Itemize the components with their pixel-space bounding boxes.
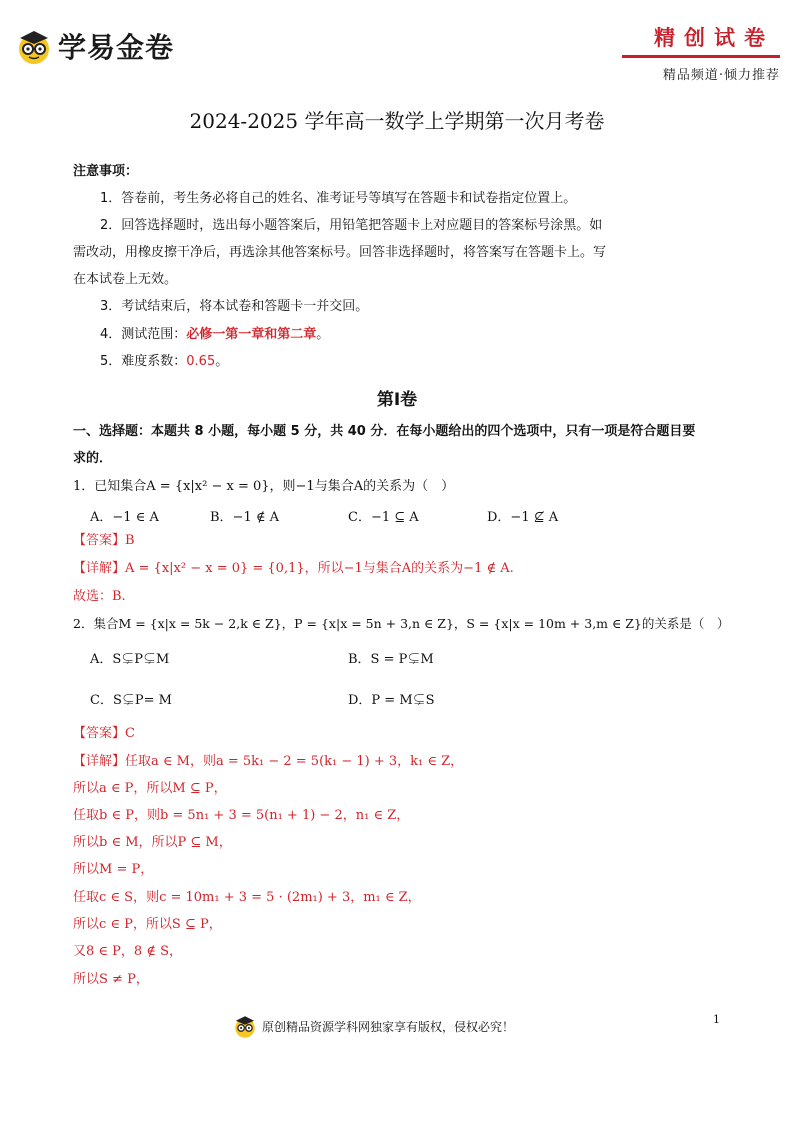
question-2-detail-line: 所以b ∈ M，所以P ⊆ M，	[73, 835, 232, 850]
question-2-option-a: A．S⊊P⊊M	[90, 652, 170, 667]
page-title: 2024-2025 学年高一数学上学期第一次月考卷	[189, 109, 605, 133]
part1-instruction-line-1: 一、选择题：本题共 8 小题，每小题 5 分，共 40 分．在每小题给出的四个选项中，只有一项是符合题目要	[73, 424, 696, 439]
brand-block	[622, 22, 780, 83]
notice-item-1: 1．答卷前，考生务必将自己的姓名、准考证号等填写在答题卡和试卷指定位置上。	[100, 191, 577, 206]
question-1-detail: 【详解】A = {x|x² − x = 0} = {0,1}，所以−1与集合A的关系为−1 ∉ A.	[73, 561, 514, 576]
question-2-option-b: B．S = P⊊M	[348, 652, 434, 667]
notice-item-5-suffix: 。	[215, 354, 229, 369]
question-2-detail-line: 所以S ≠ P，	[73, 972, 149, 987]
question-2-detail-line: 任取b ∈ P，则b = 5n₁ + 3 = 5(n₁ + 1) − 2，n₁ ∈ Z，	[73, 808, 410, 823]
question-2-detail-line: 所以M = P，	[73, 862, 154, 877]
question-1-option-b: B．−1 ∉ A	[210, 510, 279, 525]
test-scope: 必修一第一章和第二章	[186, 327, 317, 342]
logo-text: 学易金卷	[58, 31, 175, 64]
question-2-detail-line: 所以c ∈ P，所以S ⊆ P，	[73, 917, 222, 932]
logo	[14, 26, 174, 66]
question-1-answer: 【答案】B	[73, 533, 135, 548]
section-title: 第Ⅰ卷	[376, 390, 418, 410]
question-1-option-c: C．−1 ⊆ A	[348, 510, 419, 525]
notice-item-4	[100, 327, 329, 343]
question-2-detail-line: 【详解】任取a ∈ M，则a = 5k₁ − 2 = 5(k₁ − 1) + 3，k₁ ∈ Z，	[73, 754, 464, 769]
notice-heading: 注意事项：	[73, 164, 139, 179]
notice-item-2-line-1: 2．回答选择题时，选出每小题答案后，用铅笔把答题卡上对应题目的答案标号涂黑。如	[100, 218, 603, 233]
question-2-option-d: D．P = M⊊S	[348, 693, 435, 708]
question-1-conclusion: 故选：B.	[73, 589, 126, 604]
footer	[232, 1013, 514, 1039]
copyright-notice: 原创精品资源学科网独家享有版权，侵权必究！	[262, 1019, 515, 1034]
notice-item-4-prefix: 4．测试范围：	[100, 327, 187, 342]
brand-subtitle: 精品频道·倾力推荐	[662, 68, 780, 83]
question-2-stem: 2．集合M = {x|x = 5k − 2,k ∈ Z}，P = {x|x = 5n + 3,n ∈ Z}，S = {x|x = 10m + 3,m ∈ Z}的关系是（ ）	[73, 616, 730, 631]
question-2-detail-line: 所以a ∈ P，所以M ⊆ P，	[73, 781, 227, 796]
notice-item-5-prefix: 5．难度系数：	[100, 354, 187, 369]
notice-item-2-line-3: 在本试卷上无效。	[73, 272, 178, 287]
notice-item-5	[100, 354, 228, 370]
notice-item-4-suffix: 。	[316, 327, 330, 342]
notice-item-2-line-2: 需改动，用橡皮擦干净后，再选涂其他答案标号。回答非选择题时，将答案写在答题卡上。写	[73, 245, 607, 260]
brand-divider	[622, 55, 780, 58]
question-2-detail-line: 任取c ∈ S，则c = 10m₁ + 3 = 5 · (2m₁) + 3，m₁ ∈ Z，	[73, 890, 421, 905]
question-1-option-a: A．−1 ∈ A	[90, 510, 159, 525]
question-2-option-c: C．S⊊P= M	[90, 693, 172, 708]
brand-title: 精创试卷	[654, 26, 774, 50]
mascot-icon	[232, 1013, 258, 1039]
question-1-stem: 1．已知集合A = {x|x² − x = 0}，则−1与集合A的关系为（ ）	[73, 479, 455, 494]
mascot-icon	[14, 26, 54, 66]
part1-instruction-line-2: 求的．	[73, 451, 113, 466]
notice-item-3: 3．考试结束后，将本试卷和答题卡一并交回。	[100, 299, 369, 314]
question-2-detail-line: 又8 ∈ P，8 ∉ S，	[73, 944, 182, 959]
question-2-answer: 【答案】C	[73, 726, 135, 741]
question-1-option-d: D．−1 ⊈ A	[487, 510, 559, 525]
difficulty-value: 0.65	[186, 354, 216, 369]
page-number: 1	[713, 1013, 720, 1026]
